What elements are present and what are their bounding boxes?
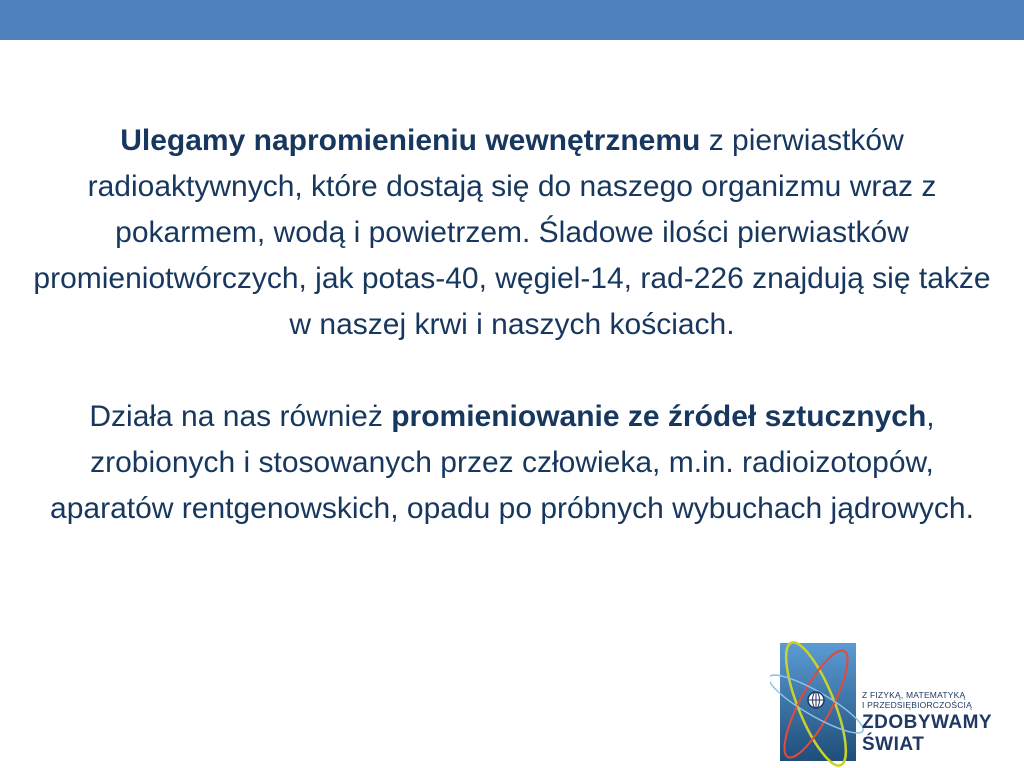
logo-subtitle [862, 690, 972, 710]
paragraph-1 [30, 118, 994, 348]
paragraph-2 [30, 394, 994, 532]
logo-title-line-1: ZDOBYWAMY [862, 712, 993, 733]
logo-title [862, 712, 992, 756]
paragraph-1-text: z pierwiastków radioaktywnych, które dostają się do naszego organizmu wraz z pokarmem, wodą i powietrzem. Śladowe ilości pierwiastków promieniotwórczych, jak potas-40, węgiel-14, rad-226 znajdują się także w naszej krwi i naszych kościach. [33, 124, 991, 341]
paragraph-1-bold: Ulegamy napromienieniu wewnętrznemu [120, 124, 701, 157]
slide-content [30, 118, 994, 532]
logo-subtitle-line-1: Z FIZYKĄ, MATEMATYKĄ [862, 690, 966, 700]
paragraph-2-bold: promieniowanie ze źródeł sztucznych [391, 400, 927, 433]
paragraph-2-text-after: , zrobionych i stosowanych przez człowieka, m.in. radioizotopów, aparatów rentgenowskich, opadu po próbnych wybuchach jądrowych. [50, 400, 974, 525]
paragraph-2-text-before: Działa na nas również [89, 400, 392, 433]
project-logo [770, 638, 1024, 768]
logo-subtitle-line-2: I PRZEDSIĘBIORCZOŚCIĄ [862, 700, 972, 710]
logo-title-line-2: ŚWIAT [862, 734, 925, 755]
top-bar [0, 0, 1024, 40]
